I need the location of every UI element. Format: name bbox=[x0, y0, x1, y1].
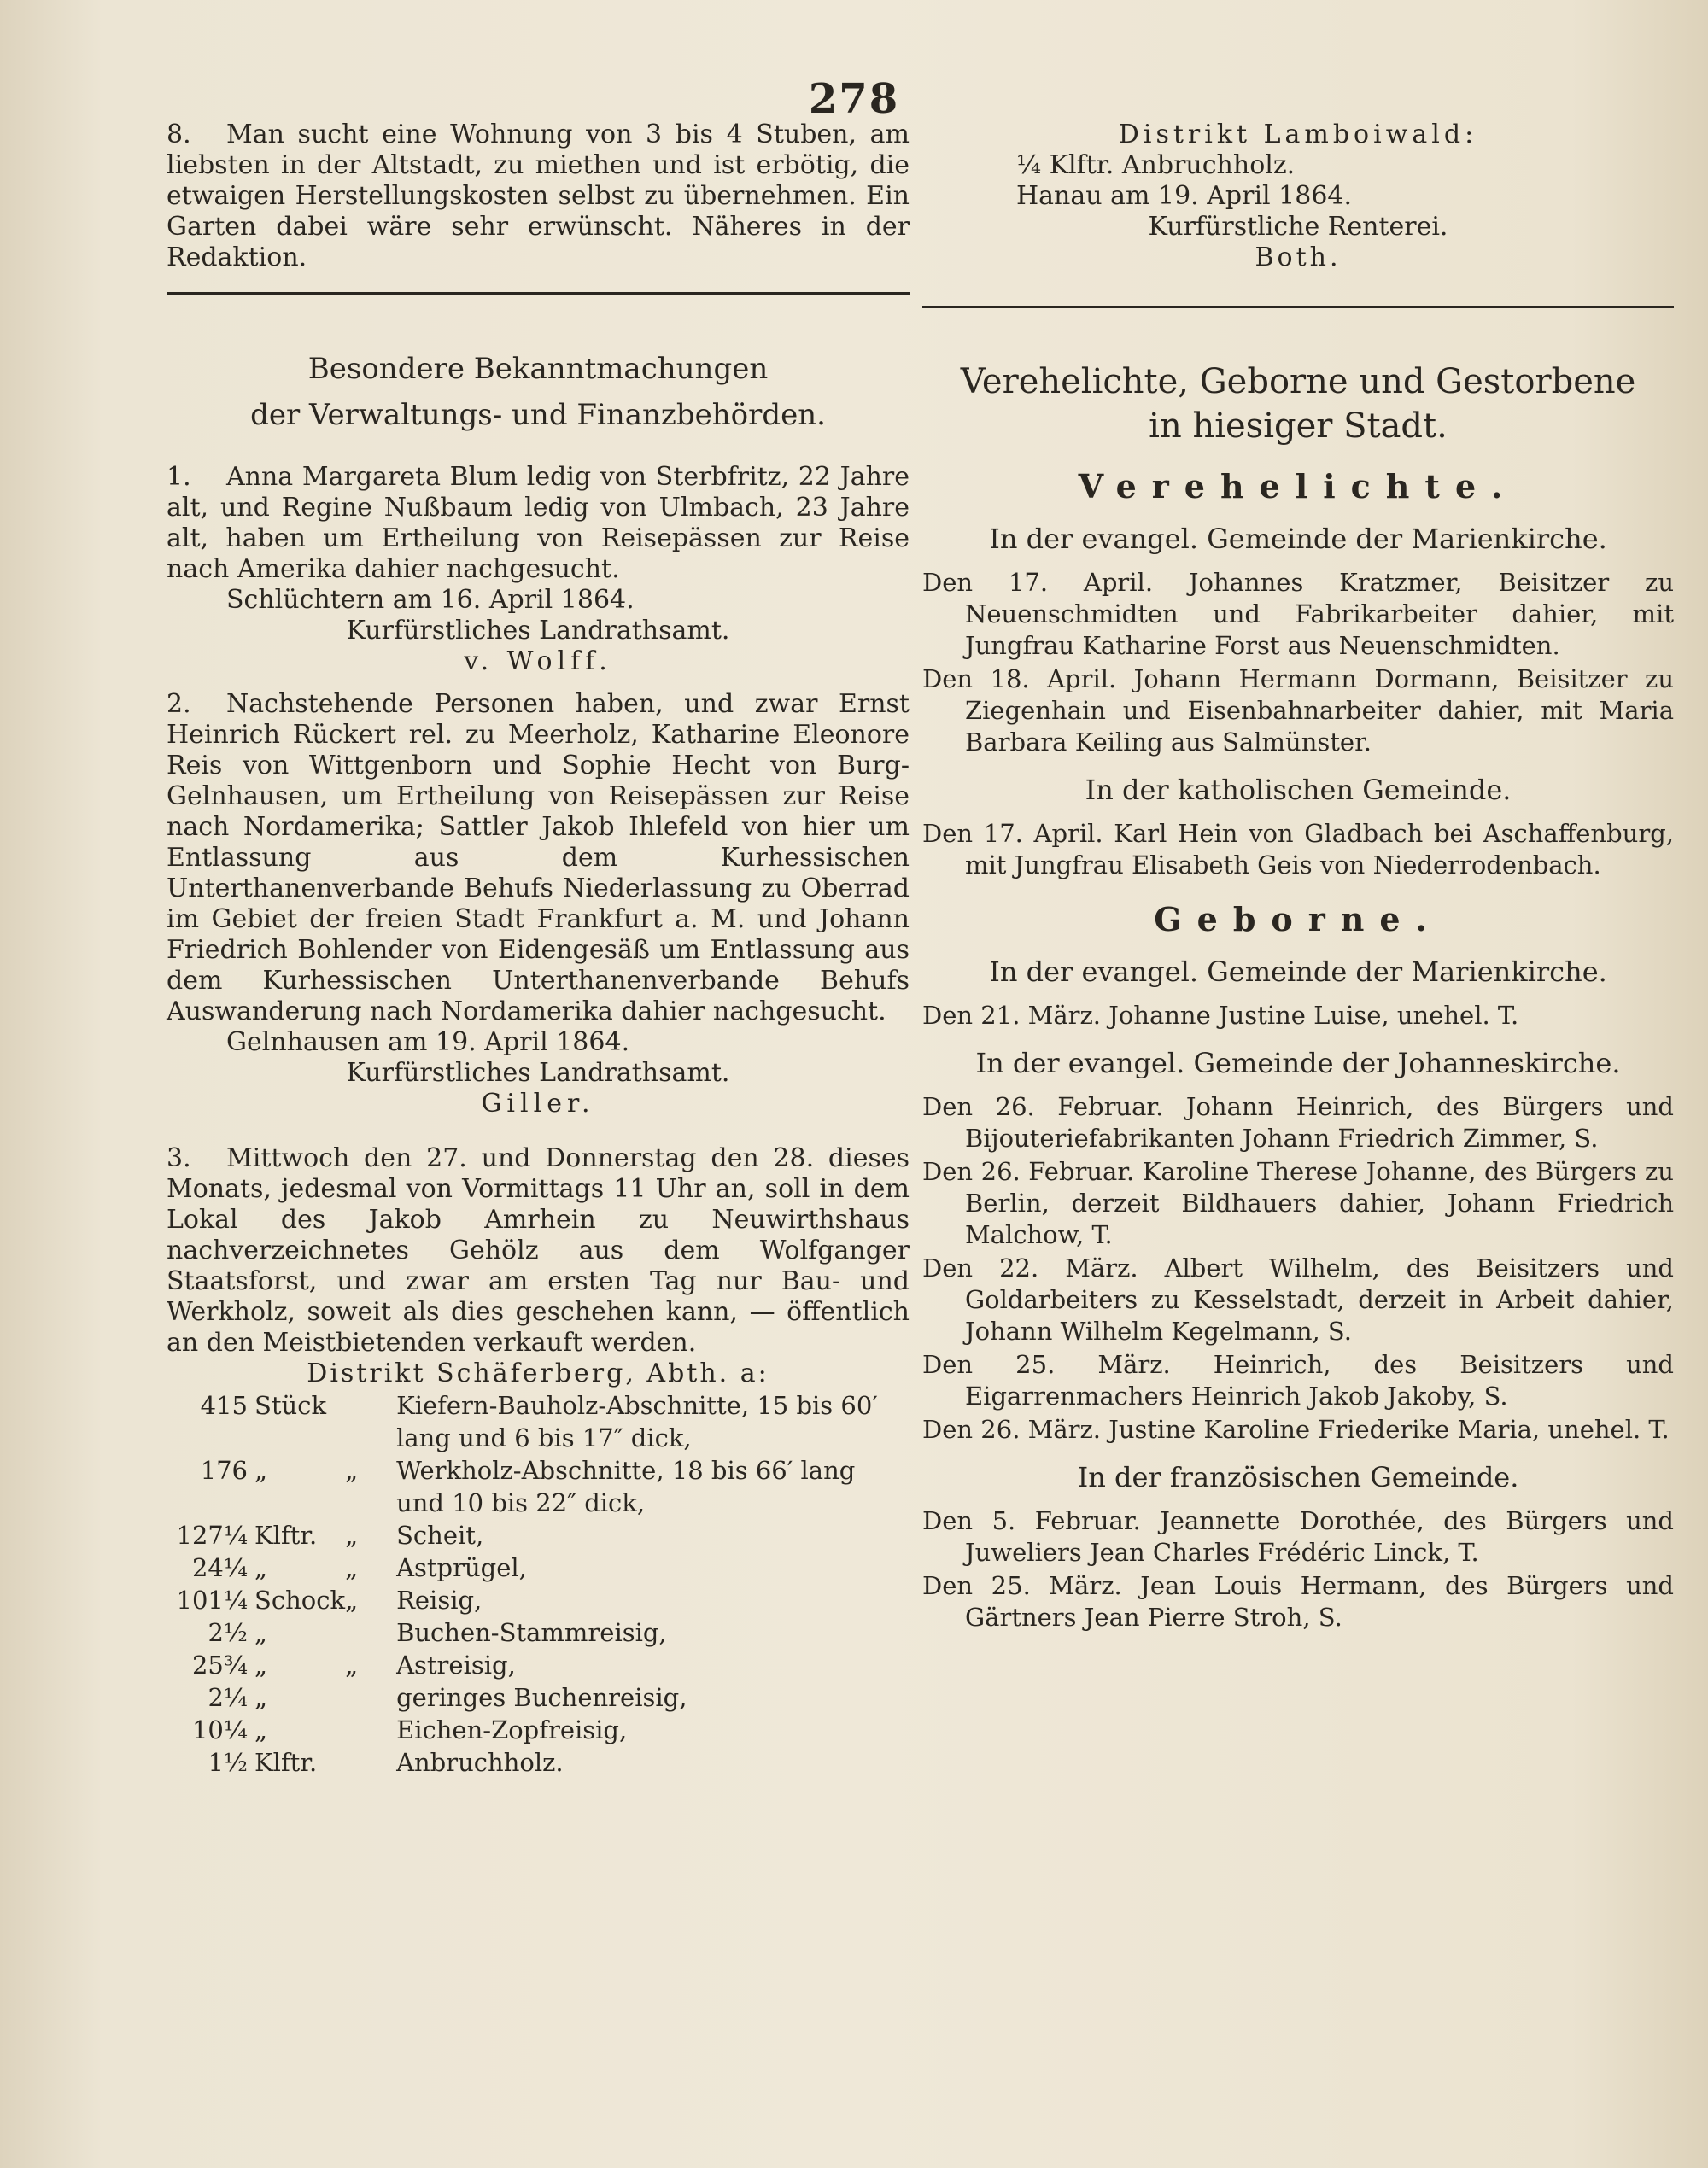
timber-description: Astprügel, bbox=[396, 1553, 527, 1582]
timber-unit: „ bbox=[254, 1651, 268, 1680]
timber-description: Buchen-Stammreisig, bbox=[396, 1618, 667, 1647]
timber-ditto-mark bbox=[345, 1746, 396, 1779]
timber-list bbox=[167, 1389, 910, 1779]
notice-text: Nachstehende Personen haben, und zwar Ernst Heinrich Rückert rel. zu Meerholz, Katharine Eleonore Reis von Wittgenborn und Sophie Hecht von Burg-Gelnhausen, um Ertheilung von Reisepässen zur Reise nach Nordamerika; Sattler Jakob Ihlefeld von hier um Entlassung aus dem Kurhessischen Unterthanenverbande Behufs Niederlassung zu Oberrad im Gebiet der freien Stadt Frankfurt a. M. und Johann Friedrich Bohlender von Eidengesäß um Entlassung aus dem Kurhessischen Unterthanenverbande Behufs Auswanderung nach Nordamerika dahier nachgesucht. bbox=[167, 689, 910, 1026]
timber-unit: „ bbox=[254, 1683, 268, 1712]
timber-ditto-mark bbox=[345, 1681, 396, 1714]
register-entry: Den 17. April. Johannes Kratzmer, Beisitzer zu Neuenschmidten und Fabrikarbeiter dahier, mit Jungfrau Katharine Forst aus Neuenschmidten. bbox=[922, 568, 1674, 660]
timber-description: Reisig, bbox=[396, 1586, 483, 1615]
notice-number: 8. bbox=[167, 120, 191, 149]
notice-number: 1. bbox=[167, 462, 191, 492]
timber-description: Werkholz-Abschnitte, 18 bis 66′ lang und 10 bis 22″ dick, bbox=[396, 1456, 856, 1517]
notice-number: 2. bbox=[167, 689, 191, 719]
timber-quantity: 2¼ bbox=[208, 1683, 248, 1712]
timber-description: Eichen-Zopfreisig, bbox=[396, 1715, 628, 1744]
timber-unit: „ bbox=[254, 1553, 268, 1582]
notice-1 bbox=[167, 462, 910, 585]
left-column bbox=[167, 120, 910, 1779]
timber-quantity: 101¼ bbox=[176, 1586, 248, 1615]
timber-quantity: 127¼ bbox=[176, 1521, 248, 1550]
congregation-heading: In der katholischen Gemeinde. bbox=[1085, 774, 1512, 806]
timber-ditto-mark: „ bbox=[345, 1521, 359, 1550]
timber-row bbox=[167, 1649, 910, 1681]
register-entry: Den 17. April. Karl Hein von Gladbach bei Aschaffenburg, mit Jungfrau Elisabeth Geis von Niederrodenbach. bbox=[922, 819, 1674, 879]
timber-unit: „ bbox=[254, 1715, 268, 1744]
timber-row bbox=[167, 1389, 910, 1454]
notice-place-date: Gelnhausen am 19. April 1864. bbox=[226, 1027, 630, 1057]
notice-text: Anna Margareta Blum ledig von Sterbfritz, 22 Jahre alt, und Regine Nußbaum ledig von Ulmbach, 23 Jahre alt, haben um Ertheilung von Reisepässen zur Reise nach Amerika dahier nachgesucht. bbox=[167, 462, 910, 584]
timber-row bbox=[167, 1454, 910, 1519]
timber-row bbox=[167, 1681, 910, 1714]
timber-quantity: 176 bbox=[200, 1456, 248, 1485]
register-entry: Den 26. Februar. Karoline Therese Johanne, des Bürgers zu Berlin, derzeit Bildhauers dahier, Johann Friedrich Malchow, T. bbox=[922, 1157, 1674, 1249]
notice-office: Kurfürstliches Landrathsamt. bbox=[346, 1058, 730, 1088]
timber-unit: „ bbox=[254, 1618, 268, 1647]
register-entry: Den 21. März. Johanne Justine Luise, unehel. T. bbox=[922, 1001, 1519, 1030]
notice-place-date: Schlüchtern am 16. April 1864. bbox=[226, 585, 635, 615]
timber-description: Scheit, bbox=[396, 1521, 484, 1550]
right-column bbox=[922, 120, 1674, 1635]
married-catholic-list bbox=[922, 818, 1674, 881]
timber-unit: „ bbox=[254, 1456, 268, 1485]
register-entry: Den 5. Februar. Jeannette Dorothée, des Bürgers und Juweliers Jean Charles Frédéric Linck, T. bbox=[922, 1506, 1674, 1567]
timber-quantity: 2½ bbox=[208, 1618, 248, 1647]
register-entry: Den 26. März. Justine Karoline Friederike Maria, unehel. T. bbox=[922, 1415, 1670, 1444]
notice-signer: Giller. bbox=[481, 1089, 595, 1119]
timber-quantity: 10¼ bbox=[191, 1715, 248, 1744]
timber-ditto-mark bbox=[345, 1616, 396, 1649]
notice-office: Kurfürstliches Landrathsamt. bbox=[346, 616, 730, 646]
timber-row bbox=[167, 1616, 910, 1649]
timber-row bbox=[167, 1714, 910, 1746]
timber-row bbox=[167, 1551, 910, 1584]
notice-signer: v. Wolff. bbox=[464, 646, 612, 676]
congregation-heading: In der evangel. Gemeinde der Marienkirche. bbox=[989, 523, 1607, 555]
section-heading-line2: der Verwaltungs- und Finanzbehörden. bbox=[250, 398, 826, 432]
congregation-heading: In der französischen Gemeinde. bbox=[1077, 1461, 1519, 1493]
notice-8 bbox=[167, 120, 910, 273]
notice-text: Mittwoch den 27. und Donnerstag den 28. dieses Monats, jedesmal von Vormittags 11 Uhr an, soll in dem Lokal des Jakob Amrhein zu Neuwirthshaus nachverzeichnetes Gehölz aus dem Wolfganger Staatsforst, und zwar am ersten Tag nur Bau- und Werkholz, soweit als dies geschehen kann, — öffentlich an den Meistbietenden verkauft werden. bbox=[167, 1143, 910, 1358]
register-entry: Den 25. März. Heinrich, des Beisitzers und Eigarrenmachers Heinrich Jakob Jakoby, S. bbox=[922, 1350, 1674, 1411]
timber-unit: Klftr. bbox=[254, 1748, 318, 1777]
subsection-born: Geborne. bbox=[1154, 900, 1442, 938]
notice-text: Man sucht eine Wohnung von 3 bis 4 Stuben, am liebsten in der Altstadt, zu miethen und ist erbötig, die etwaigen Herstellungskosten selbst zu übernehmen. Ein Garten dabei wäre sehr erwünscht. Näheres in der Redaktion. bbox=[167, 120, 910, 272]
timber-row bbox=[167, 1746, 910, 1779]
born-marien-list bbox=[922, 1000, 1674, 1031]
notice-2 bbox=[167, 689, 910, 1027]
timber-row bbox=[167, 1584, 910, 1616]
born-french-list bbox=[922, 1505, 1674, 1633]
notice-number: 3. bbox=[167, 1143, 191, 1173]
timber-quantity: 1½ bbox=[208, 1748, 248, 1777]
timber-ditto-mark: „ bbox=[345, 1456, 359, 1485]
timber-line: ¼ Klftr. Anbruchholz. bbox=[1016, 150, 1296, 180]
section-heading-line1: Verehelichte, Geborne und Gestorbene bbox=[960, 362, 1636, 401]
subsection-married: Verehelichte. bbox=[1078, 467, 1518, 505]
timber-quantity: 24¼ bbox=[191, 1553, 248, 1582]
notice-office: Kurfürstliche Renterei. bbox=[1148, 212, 1448, 242]
timber-ditto-mark: „ bbox=[345, 1586, 359, 1615]
timber-ditto-mark bbox=[345, 1389, 396, 1454]
congregation-heading: In der evangel. Gemeinde der Marienkirche. bbox=[989, 955, 1607, 988]
register-entry: Den 22. März. Albert Wilhelm, des Beisitzers und Goldarbeiters zu Kesselstadt, derzeit in Arbeit dahier, Johann Wilhelm Kegelmann, S. bbox=[922, 1253, 1674, 1346]
timber-unit: Klftr. bbox=[254, 1521, 318, 1550]
timber-description: Kiefern-Bauholz-Abschnitte, 15 bis 60′ lang und 6 bis 17″ dick, bbox=[396, 1391, 878, 1452]
timber-ditto-mark: „ bbox=[345, 1651, 359, 1680]
notice-signer: Both. bbox=[1255, 243, 1342, 272]
timber-description: geringes Buchenreisig, bbox=[396, 1683, 687, 1712]
section-heading-line2: in hiesiger Stadt. bbox=[1149, 406, 1448, 446]
district-heading: Distrikt Lamboiwald: bbox=[1118, 120, 1478, 149]
notice-place-date: Hanau am 19. April 1864. bbox=[1016, 181, 1353, 211]
register-entry: Den 26. Februar. Johann Heinrich, des Bürgers und Bijouteriefabrikanten Johann Friedrich Zimmer, S. bbox=[922, 1092, 1674, 1153]
timber-unit: Stück bbox=[254, 1391, 327, 1420]
page-number: 278 bbox=[808, 75, 900, 123]
timber-quantity: 415 bbox=[200, 1391, 248, 1420]
timber-quantity: 25¾ bbox=[191, 1651, 248, 1680]
notice-3 bbox=[167, 1143, 910, 1359]
married-evangel-list bbox=[922, 567, 1674, 758]
timber-description: Astreisig, bbox=[396, 1651, 516, 1680]
register-entry: Den 25. März. Jean Louis Hermann, des Bürgers und Gärtners Jean Pierre Stroh, S. bbox=[922, 1571, 1674, 1632]
timber-description: Anbruchholz. bbox=[396, 1748, 564, 1777]
timber-ditto-mark: „ bbox=[345, 1553, 359, 1582]
divider bbox=[922, 306, 1674, 308]
timber-row bbox=[167, 1519, 910, 1551]
timber-ditto-mark bbox=[345, 1714, 396, 1746]
congregation-heading: In der evangel. Gemeinde der Johanneskirche. bbox=[975, 1047, 1621, 1079]
section-heading-line1: Besondere Bekanntmachungen bbox=[307, 352, 769, 386]
timber-unit: Schock bbox=[254, 1586, 346, 1615]
register-entry: Den 18. April. Johann Hermann Dormann, Beisitzer zu Ziegenhain und Eisenbahnarbeiter dahier, mit Maria Barbara Keiling aus Salmünster. bbox=[922, 664, 1674, 757]
district-heading: Distrikt Schäferberg, Abth. a: bbox=[307, 1359, 769, 1388]
divider bbox=[167, 292, 910, 295]
born-johannes-list bbox=[922, 1091, 1674, 1446]
